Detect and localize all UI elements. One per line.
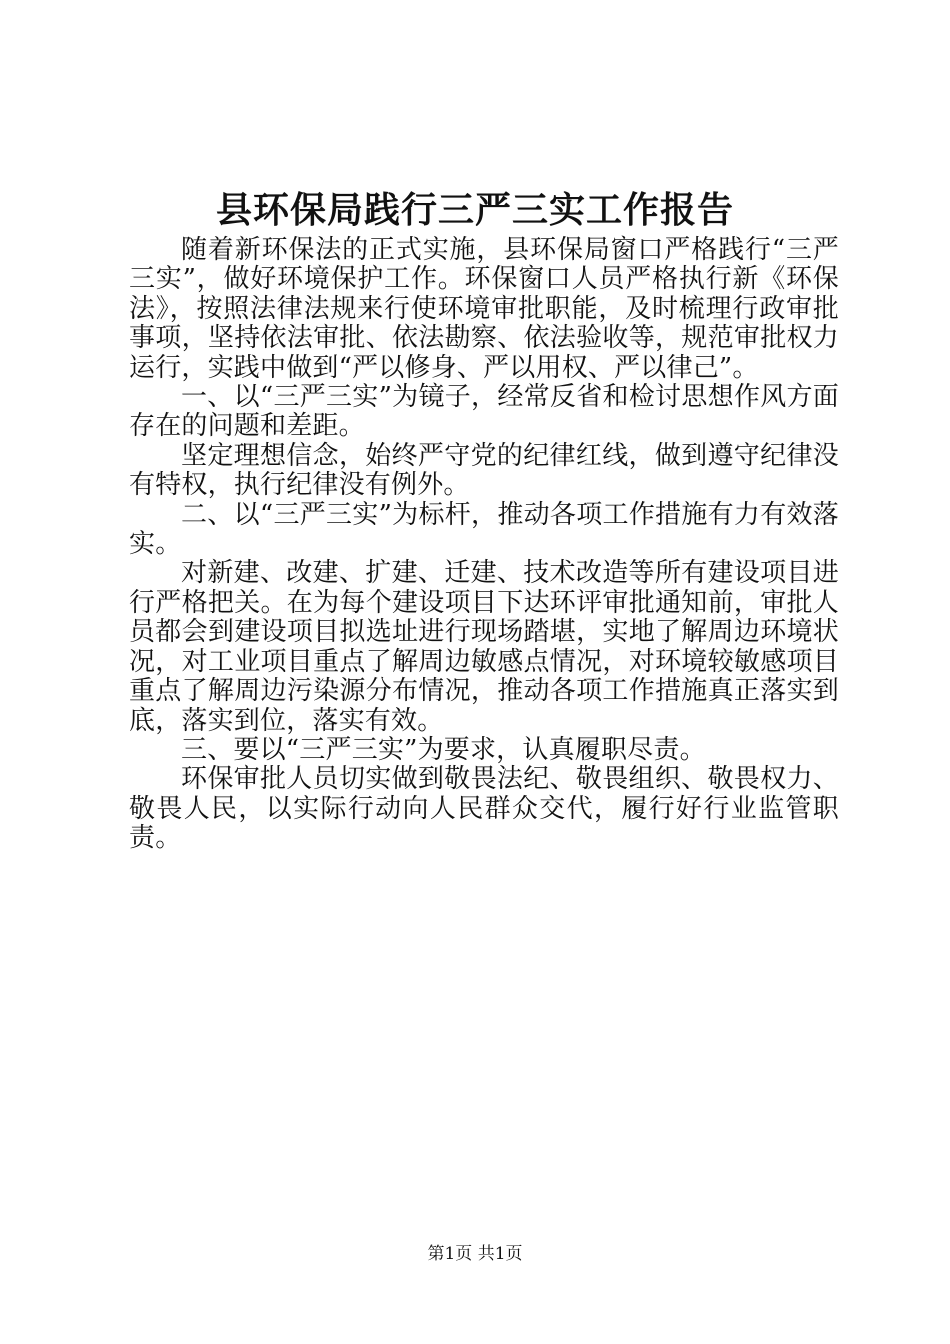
paragraph-intro: 随着新环保法的正式实施，县环保局窗口严格践行“三严三实”，做好环境保护工作。环保窗口人员严格执行新《环保法》，按照法律法规来行使环境审批职能，及时梳理行政审批事项，坚持依法审批、依法勘察、依法验收等，规范审批权力运行，实践中做到“严以修身、严以用权、严以律己”。 <box>129 235 839 383</box>
document-title: 县环保局践行三严三实工作报告 <box>215 189 734 231</box>
page-footer: 第1页 共1页 <box>427 1244 523 1264</box>
section-heading-3: 三、要以“三严三实”为要求，认真履职尽责。 <box>181 734 706 765</box>
paragraph-3: 环保审批人员切实做到敬畏法纪、敬畏组织、敬畏权力、敬畏人民，以实际行动向人民群众交代，履行好行业监管职责。 <box>129 764 839 854</box>
paragraph-1: 坚定理想信念，始终严守党的纪律红线，做到遵守纪律没有特权，执行纪律没有例外。 <box>129 440 839 501</box>
section-heading-1: 一、以“三严三实”为镜子，经常反省和检讨思想作风方面存在的问题和差距。 <box>129 382 839 442</box>
paragraph-2: 对新建、改建、扩建、迁建、技术改造等所有建设项目进行严格把关。在为每个建设项目下达环评审批通知前，审批人员都会到建设项目拟选址进行现场踏堪，实地了解周边环境状况，对工业项目重点了解周边敏感点情况，对环境较敏感项目重点了解周边污染源分布情况，推动各项工作措施真正落实到底，落实到位，落实有效。 <box>129 558 839 736</box>
document-body <box>129 236 839 854</box>
section-heading-2: 二、以“三严三实”为标杆，推动各项工作措施有力有效落实。 <box>129 499 839 560</box>
